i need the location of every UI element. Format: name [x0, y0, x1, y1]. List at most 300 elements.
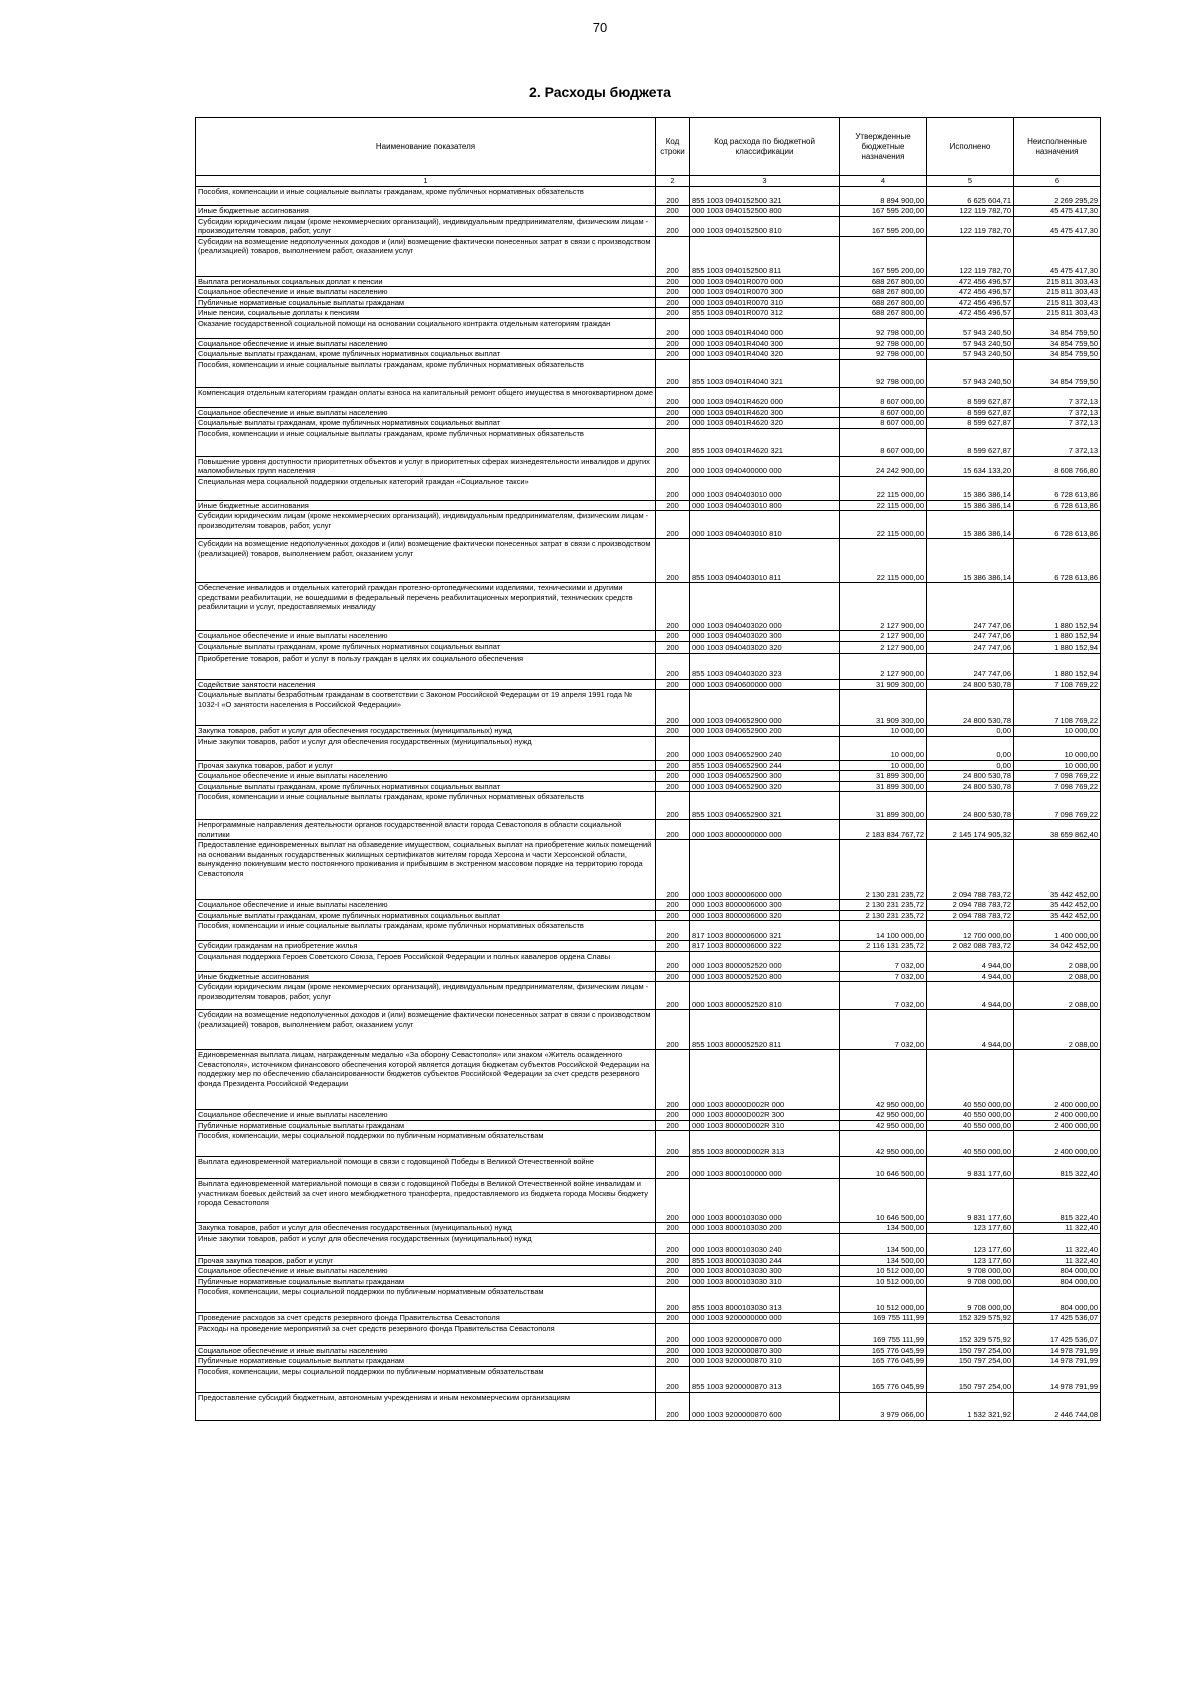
row-classification-code: 000 1003 9200000870 000: [690, 1323, 840, 1345]
table-row: [196, 690, 1101, 726]
row-executed: 9 708 000,00: [927, 1266, 1014, 1277]
row-executed: 9 708 000,00: [927, 1287, 1014, 1313]
row-unexecuted: 14 978 791,99: [1014, 1345, 1101, 1356]
row-approved: 134 500,00: [840, 1233, 927, 1255]
row-name: Социальные выплаты безработным гражданам в соответствии с Законом Российской Федерации от 19 апреля 1991 года № 1032-I «О занятости населения в Российской Федерации»: [196, 690, 656, 726]
row-unexecuted: 815 322,40: [1014, 1179, 1101, 1223]
table-row: [196, 781, 1101, 792]
row-executed: 122 119 782,70: [927, 236, 1014, 276]
row-executed: 472 456 496,57: [927, 297, 1014, 308]
row-executed: 472 456 496,57: [927, 308, 1014, 319]
row-unexecuted: 45 475 417,30: [1014, 236, 1101, 276]
row-line-code: 200: [656, 900, 690, 911]
row-line-code: 200: [656, 1276, 690, 1287]
row-unexecuted: 7 372,13: [1014, 407, 1101, 418]
row-name: Социальные выплаты гражданам, кроме публичных нормативных социальных выплат: [196, 349, 656, 360]
row-classification-code: 000 1003 8000103030 300: [690, 1266, 840, 1277]
row-name: Приобретение товаров, работ и услуг в пользу граждан в целях их социального обеспечения: [196, 653, 656, 679]
row-name: Социальные выплаты гражданам, кроме публичных нормативных социальных выплат: [196, 641, 656, 653]
row-name: Публичные нормативные социальные выплаты гражданам: [196, 1276, 656, 1287]
row-executed: 150 797 254,00: [927, 1356, 1014, 1367]
row-classification-code: 000 1003 8000052520 810: [690, 982, 840, 1010]
table-row: [196, 941, 1101, 952]
row-line-code: 200: [656, 1266, 690, 1277]
table-row: [196, 736, 1101, 760]
row-approved: 7 032,00: [840, 1010, 927, 1050]
row-approved: 688 267 800,00: [840, 297, 927, 308]
row-line-code: 200: [656, 236, 690, 276]
row-executed: 4 944,00: [927, 1010, 1014, 1050]
row-approved: 8 894 900,00: [840, 187, 927, 206]
row-line-code: 200: [656, 1110, 690, 1121]
row-approved: 3 979 066,00: [840, 1392, 927, 1420]
table-row: [196, 771, 1101, 782]
row-unexecuted: 14 978 791,99: [1014, 1366, 1101, 1392]
row-name: Пособия, компенсации и иные социальные выплаты гражданам, кроме публичных нормативных обязательств: [196, 792, 656, 820]
table-row: [196, 1392, 1101, 1420]
row-classification-code: 000 1003 9200000870 600: [690, 1392, 840, 1420]
row-classification-code: 000 1003 0940400000 000: [690, 456, 840, 476]
row-classification-code: 000 1003 09401R0070 310: [690, 297, 840, 308]
header-line-code: Код строки: [656, 118, 690, 176]
row-approved: 31 899 300,00: [840, 781, 927, 792]
row-line-code: 200: [656, 418, 690, 429]
table-row: [196, 679, 1101, 690]
row-name: Публичные нормативные социальные выплаты гражданам: [196, 297, 656, 308]
row-approved: 2 127 900,00: [840, 641, 927, 653]
row-line-code: 200: [656, 338, 690, 349]
row-approved: 22 115 000,00: [840, 539, 927, 583]
row-name: Обеспечение инвалидов и отдельных категорий граждан протезно-ортопедическими изделиями, техническими и другими средствами реабилитации, не вошедшими в федеральный перечень реабилитационных мероприятий, технических средств реабилитации и услуг, предоставляемых инвалиду: [196, 583, 656, 631]
row-name: Повышение уровня доступности приоритетных объектов и услуг в приоритетных сферах жизнедеятельности инвалидов и других маломобильных групп населения: [196, 456, 656, 476]
table-row: [196, 456, 1101, 476]
row-line-code: 200: [656, 726, 690, 737]
row-name: Закупка товаров, работ и услуг для обеспечения государственных (муниципальных) нужд: [196, 1223, 656, 1234]
table-row: [196, 1266, 1101, 1277]
row-line-code: 200: [656, 690, 690, 726]
row-executed: 4 944,00: [927, 982, 1014, 1010]
row-name: Иные бюджетные ассигнования: [196, 500, 656, 511]
row-approved: 7 032,00: [840, 971, 927, 982]
row-approved: 92 798 000,00: [840, 359, 927, 387]
row-line-code: 200: [656, 500, 690, 511]
table-row: [196, 407, 1101, 418]
row-classification-code: 000 1003 8000100000 000: [690, 1157, 840, 1179]
row-unexecuted: 7 098 769,22: [1014, 771, 1101, 782]
column-number: 6: [1014, 176, 1101, 187]
row-line-code: 200: [656, 276, 690, 287]
row-line-code: 200: [656, 1223, 690, 1234]
row-unexecuted: 7 098 769,22: [1014, 792, 1101, 820]
column-number: 2: [656, 176, 690, 187]
table-row: [196, 1157, 1101, 1179]
row-executed: 2 094 788 783,72: [927, 900, 1014, 911]
row-executed: 40 550 000,00: [927, 1120, 1014, 1131]
table-body: [196, 187, 1101, 1421]
row-executed: 0,00: [927, 760, 1014, 771]
table-row: [196, 500, 1101, 511]
row-unexecuted: 1 880 152,94: [1014, 653, 1101, 679]
row-approved: 165 776 045,99: [840, 1366, 927, 1392]
row-approved: 165 776 045,99: [840, 1345, 927, 1356]
row-approved: 10 646 500,00: [840, 1179, 927, 1223]
row-unexecuted: 215 811 303,43: [1014, 297, 1101, 308]
row-unexecuted: 804 000,00: [1014, 1276, 1101, 1287]
row-approved: 10 000,00: [840, 726, 927, 737]
row-name: Пособия, компенсации, меры социальной поддержки по публичным нормативным обязательствам: [196, 1131, 656, 1157]
row-line-code: 200: [656, 287, 690, 298]
row-unexecuted: 34 042 452,00: [1014, 941, 1101, 952]
table-row: [196, 631, 1101, 642]
row-classification-code: 000 1003 8000103030 200: [690, 1223, 840, 1234]
row-unexecuted: 45 475 417,30: [1014, 216, 1101, 236]
row-unexecuted: 2 088,00: [1014, 951, 1101, 971]
row-approved: 134 500,00: [840, 1255, 927, 1266]
row-executed: 122 119 782,70: [927, 216, 1014, 236]
row-line-code: 200: [656, 653, 690, 679]
row-approved: 31 909 300,00: [840, 690, 927, 726]
row-line-code: 200: [656, 1345, 690, 1356]
row-classification-code: 000 1003 09401R4620 320: [690, 418, 840, 429]
table-row: [196, 583, 1101, 631]
table-row: [196, 287, 1101, 298]
row-unexecuted: 7 372,13: [1014, 418, 1101, 429]
row-name: Социальное обеспечение и иные выплаты населению: [196, 338, 656, 349]
row-name: Единовременная выплата лицам, награжденным медалью «За оборону Севастополя» или знаком «Житель осажденного Севастополя», источником финансового обеспечения которой является дотация бюджетам субъектов Российской Федерации на поддержку мер по обеспечению сбалансированности бюджетов субъектов Российской Федерации за счет средств резервного фонда Президента Российской Федерации: [196, 1050, 656, 1110]
row-executed: 24 800 530,78: [927, 781, 1014, 792]
row-executed: 2 145 174 905,32: [927, 820, 1014, 840]
row-classification-code: 000 1003 8000006000 320: [690, 910, 840, 921]
row-classification-code: 855 1003 9200000870 313: [690, 1366, 840, 1392]
row-name: Социальное обеспечение и иные выплаты населению: [196, 631, 656, 642]
row-unexecuted: 10 000,00: [1014, 760, 1101, 771]
table-row: [196, 276, 1101, 287]
row-classification-code: 000 1003 0940403010 810: [690, 511, 840, 539]
row-unexecuted: 2 088,00: [1014, 971, 1101, 982]
column-number: 3: [690, 176, 840, 187]
row-line-code: 200: [656, 387, 690, 407]
row-line-code: 200: [656, 781, 690, 792]
row-classification-code: 000 1003 8000006000 000: [690, 840, 840, 900]
row-name: Прочая закупка товаров, работ и услуг: [196, 760, 656, 771]
row-classification-code: 000 1003 9200000870 300: [690, 1345, 840, 1356]
row-executed: 1 532 321,92: [927, 1392, 1014, 1420]
row-executed: 247 747,06: [927, 641, 1014, 653]
column-number: 4: [840, 176, 927, 187]
row-unexecuted: 35 442 452,00: [1014, 910, 1101, 921]
row-classification-code: 000 1003 0940652900 300: [690, 771, 840, 782]
row-line-code: 200: [656, 297, 690, 308]
row-line-code: 200: [656, 511, 690, 539]
row-executed: 9 831 177,60: [927, 1179, 1014, 1223]
row-classification-code: 000 1003 09401R4620 000: [690, 387, 840, 407]
row-executed: 57 943 240,50: [927, 338, 1014, 349]
row-classification-code: 855 1003 0940152500 321: [690, 187, 840, 206]
row-unexecuted: 34 854 759,50: [1014, 318, 1101, 338]
row-name: Пособия, компенсации и иные социальные выплаты гражданам, кроме публичных нормативных обязательств: [196, 359, 656, 387]
row-unexecuted: 34 854 759,50: [1014, 338, 1101, 349]
row-approved: 8 607 000,00: [840, 418, 927, 429]
row-approved: 165 776 045,99: [840, 1356, 927, 1367]
row-executed: 12 700 000,00: [927, 921, 1014, 941]
row-line-code: 200: [656, 941, 690, 952]
table-row: [196, 641, 1101, 653]
row-approved: 167 595 200,00: [840, 206, 927, 217]
row-executed: 40 550 000,00: [927, 1110, 1014, 1121]
row-line-code: 200: [656, 1157, 690, 1179]
row-line-code: 200: [656, 679, 690, 690]
row-classification-code: 855 1003 09401R4040 321: [690, 359, 840, 387]
row-name: Социальное обеспечение и иные выплаты населению: [196, 1110, 656, 1121]
row-executed: 8 599 627,87: [927, 407, 1014, 418]
table-row: [196, 318, 1101, 338]
column-number: 1: [196, 176, 656, 187]
row-line-code: 200: [656, 641, 690, 653]
row-approved: 31 909 300,00: [840, 679, 927, 690]
row-executed: 2 082 088 783,72: [927, 941, 1014, 952]
table-row: [196, 1131, 1101, 1157]
row-line-code: 200: [656, 840, 690, 900]
row-classification-code: 000 1003 0940403010 000: [690, 476, 840, 500]
row-approved: 134 500,00: [840, 1223, 927, 1234]
row-unexecuted: 215 811 303,43: [1014, 308, 1101, 319]
row-executed: 57 943 240,50: [927, 318, 1014, 338]
row-classification-code: 855 1003 0940652900 244: [690, 760, 840, 771]
row-classification-code: 000 1003 0940403020 000: [690, 583, 840, 631]
row-classification-code: 855 1003 8000052520 811: [690, 1010, 840, 1050]
row-approved: 10 000,00: [840, 736, 927, 760]
row-approved: 2 130 231 235,72: [840, 900, 927, 911]
table-row: [196, 1050, 1101, 1110]
row-classification-code: 000 1003 0940652900 320: [690, 781, 840, 792]
header-indicator-name: Наименование показателя: [196, 118, 656, 176]
row-approved: 10 000,00: [840, 760, 927, 771]
row-name: Выплата региональных социальных доплат к пенсии: [196, 276, 656, 287]
table-row: [196, 910, 1101, 921]
row-unexecuted: 2 400 000,00: [1014, 1110, 1101, 1121]
table-row: [196, 792, 1101, 820]
row-line-code: 200: [656, 1010, 690, 1050]
row-line-code: 200: [656, 1233, 690, 1255]
row-line-code: 200: [656, 349, 690, 360]
row-line-code: 200: [656, 921, 690, 941]
table-row: [196, 1110, 1101, 1121]
row-executed: 40 550 000,00: [927, 1050, 1014, 1110]
row-name: Содействие занятости населения: [196, 679, 656, 690]
row-line-code: 200: [656, 1179, 690, 1223]
table-row: [196, 760, 1101, 771]
row-approved: 2 127 900,00: [840, 631, 927, 642]
row-unexecuted: 45 475 417,30: [1014, 206, 1101, 217]
column-number: 5: [927, 176, 1014, 187]
row-classification-code: 000 1003 0940600000 000: [690, 679, 840, 690]
row-approved: 10 512 000,00: [840, 1276, 927, 1287]
row-approved: 169 755 111,99: [840, 1313, 927, 1324]
table-row: [196, 1120, 1101, 1131]
row-classification-code: 000 1003 8000103030 240: [690, 1233, 840, 1255]
row-executed: 150 797 254,00: [927, 1366, 1014, 1392]
row-classification-code: 000 1003 09401R0070 000: [690, 276, 840, 287]
row-executed: 122 119 782,70: [927, 206, 1014, 217]
row-unexecuted: 2 088,00: [1014, 1010, 1101, 1050]
row-executed: 247 747,06: [927, 631, 1014, 642]
row-unexecuted: 2 446 744,08: [1014, 1392, 1101, 1420]
row-approved: 92 798 000,00: [840, 318, 927, 338]
row-approved: 2 127 900,00: [840, 653, 927, 679]
row-approved: 2 116 131 235,72: [840, 941, 927, 952]
row-name: Иные пенсии, социальные доплаты к пенсиям: [196, 308, 656, 319]
row-classification-code: 000 1003 8000006000 300: [690, 900, 840, 911]
row-approved: 10 512 000,00: [840, 1266, 927, 1277]
table-row: [196, 187, 1101, 206]
row-unexecuted: 1 880 152,94: [1014, 631, 1101, 642]
row-executed: 9 831 177,60: [927, 1157, 1014, 1179]
table-row: [196, 216, 1101, 236]
row-unexecuted: 1 880 152,94: [1014, 641, 1101, 653]
row-classification-code: 000 1003 09401R4040 300: [690, 338, 840, 349]
row-unexecuted: 34 854 759,50: [1014, 359, 1101, 387]
row-name: Субсидии на возмещение недополученных доходов и (или) возмещение фактически понесенных затрат в связи с производством (реализацией) товаров, выполнением работ, оказанием услуг: [196, 1010, 656, 1050]
row-executed: 4 944,00: [927, 971, 1014, 982]
row-name: Субсидии на возмещение недополученных доходов и (или) возмещение фактически понесенных затрат в связи с производством (реализацией) товаров, выполнением работ, оказанием услуг: [196, 236, 656, 276]
row-executed: 15 634 133,20: [927, 456, 1014, 476]
row-line-code: 200: [656, 476, 690, 500]
row-executed: 150 797 254,00: [927, 1345, 1014, 1356]
row-name: Пособия, компенсации и иные социальные выплаты гражданам, кроме публичных нормативных обязательств: [196, 428, 656, 456]
row-name: Компенсация отдельным категориям граждан оплаты взноса на капитальный ремонт общего имущества в многоквартирном доме: [196, 387, 656, 407]
row-executed: 152 329 575,92: [927, 1313, 1014, 1324]
row-unexecuted: 815 322,40: [1014, 1157, 1101, 1179]
row-name: Субсидии юридическим лицам (кроме некоммерческих организаций), индивидуальным предпринимателям, физическим лицам - производителям товаров, работ, услуг: [196, 511, 656, 539]
row-classification-code: 855 1003 09401R4620 321: [690, 428, 840, 456]
row-classification-code: 000 1003 09401R4620 300: [690, 407, 840, 418]
row-classification-code: 000 1003 0940652900 240: [690, 736, 840, 760]
page-title: 2. Расходы бюджета: [529, 84, 671, 100]
row-classification-code: 000 1003 80000D002R 310: [690, 1120, 840, 1131]
row-executed: 0,00: [927, 726, 1014, 737]
row-unexecuted: 6 728 613,86: [1014, 500, 1101, 511]
row-unexecuted: 7 108 769,22: [1014, 690, 1101, 726]
row-classification-code: 855 1003 8000103030 244: [690, 1255, 840, 1266]
row-unexecuted: 17 425 536,07: [1014, 1323, 1101, 1345]
row-line-code: 200: [656, 1120, 690, 1131]
row-classification-code: 000 1003 80000D002R 300: [690, 1110, 840, 1121]
table-header-row: [196, 118, 1101, 176]
row-unexecuted: 7 372,13: [1014, 387, 1101, 407]
row-executed: 472 456 496,57: [927, 287, 1014, 298]
row-line-code: 200: [656, 318, 690, 338]
row-approved: 92 798 000,00: [840, 349, 927, 360]
row-approved: 7 032,00: [840, 951, 927, 971]
row-unexecuted: 2 088,00: [1014, 982, 1101, 1010]
table-row: [196, 1223, 1101, 1234]
table-row: [196, 359, 1101, 387]
row-approved: 42 950 000,00: [840, 1110, 927, 1121]
row-line-code: 200: [656, 910, 690, 921]
table-row: [196, 418, 1101, 429]
budget-expenditures-table: [195, 117, 1101, 1421]
row-line-code: 200: [656, 1356, 690, 1367]
row-name: Пособия, компенсации, меры социальной поддержки по публичным нормативным обязательствам: [196, 1366, 656, 1392]
row-executed: 247 747,06: [927, 583, 1014, 631]
table-row: [196, 297, 1101, 308]
row-classification-code: 000 1003 8000103030 000: [690, 1179, 840, 1223]
row-unexecuted: 1 400 000,00: [1014, 921, 1101, 941]
row-executed: 15 386 386,14: [927, 500, 1014, 511]
row-line-code: 200: [656, 1366, 690, 1392]
row-approved: 8 607 000,00: [840, 428, 927, 456]
row-classification-code: 000 1003 80000D002R 000: [690, 1050, 840, 1110]
row-approved: 688 267 800,00: [840, 287, 927, 298]
row-unexecuted: 7 098 769,22: [1014, 781, 1101, 792]
row-line-code: 200: [656, 792, 690, 820]
row-unexecuted: 6 728 613,86: [1014, 476, 1101, 500]
row-line-code: 200: [656, 1255, 690, 1266]
table-row: [196, 1356, 1101, 1367]
row-line-code: 200: [656, 1050, 690, 1110]
table-row: [196, 971, 1101, 982]
table-row: [196, 308, 1101, 319]
row-name: Специальная мера социальной поддержки отдельных категорий граждан «Социальное такси»: [196, 476, 656, 500]
row-approved: 22 115 000,00: [840, 476, 927, 500]
row-name: Иные бюджетные ассигнования: [196, 971, 656, 982]
table-row: [196, 900, 1101, 911]
row-classification-code: 000 1003 0940403020 300: [690, 631, 840, 642]
row-line-code: 200: [656, 820, 690, 840]
row-approved: 31 899 300,00: [840, 792, 927, 820]
row-classification-code: 000 1003 0940652900 200: [690, 726, 840, 737]
row-unexecuted: 14 978 791,99: [1014, 1356, 1101, 1367]
row-executed: 57 943 240,50: [927, 359, 1014, 387]
row-approved: 2 183 834 767,72: [840, 820, 927, 840]
row-approved: 22 115 000,00: [840, 511, 927, 539]
row-executed: 8 599 627,87: [927, 418, 1014, 429]
row-unexecuted: 215 811 303,43: [1014, 276, 1101, 287]
table-row: [196, 1345, 1101, 1356]
row-name: Социальные выплаты гражданам, кроме публичных нормативных социальных выплат: [196, 781, 656, 792]
row-executed: 152 329 575,92: [927, 1323, 1014, 1345]
row-name: Субсидии юридическим лицам (кроме некоммерческих организаций), индивидуальным предпринимателям, физическим лицам - производителям товаров, работ, услуг: [196, 216, 656, 236]
row-approved: 688 267 800,00: [840, 276, 927, 287]
row-unexecuted: 804 000,00: [1014, 1287, 1101, 1313]
row-executed: 6 625 604,71: [927, 187, 1014, 206]
row-name: Пособия, компенсации, меры социальной поддержки по публичным нормативным обязательствам: [196, 1287, 656, 1313]
row-executed: 2 094 788 783,72: [927, 840, 1014, 900]
row-line-code: 200: [656, 216, 690, 236]
row-name: Социальное обеспечение и иные выплаты населению: [196, 900, 656, 911]
table-row: [196, 539, 1101, 583]
table-row: [196, 511, 1101, 539]
row-executed: 15 386 386,14: [927, 476, 1014, 500]
table-row: [196, 236, 1101, 276]
table-row: [196, 921, 1101, 941]
row-line-code: 200: [656, 1323, 690, 1345]
header-unexecuted: Неисполненные назначения: [1014, 118, 1101, 176]
row-name: Публичные нормативные социальные выплаты гражданам: [196, 1120, 656, 1131]
row-approved: 14 100 000,00: [840, 921, 927, 941]
row-line-code: 200: [656, 631, 690, 642]
table-row: [196, 1276, 1101, 1287]
row-name: Социальная поддержка Героев Советского Союза, Героев Российской Федерации и полных кавалеров ордена Славы: [196, 951, 656, 971]
row-executed: 123 177,60: [927, 1223, 1014, 1234]
row-classification-code: 000 1003 0940152500 800: [690, 206, 840, 217]
row-line-code: 200: [656, 971, 690, 982]
row-executed: 2 094 788 783,72: [927, 910, 1014, 921]
row-executed: 15 386 386,14: [927, 511, 1014, 539]
row-unexecuted: 35 442 452,00: [1014, 900, 1101, 911]
row-line-code: 200: [656, 359, 690, 387]
row-executed: 123 177,60: [927, 1255, 1014, 1266]
